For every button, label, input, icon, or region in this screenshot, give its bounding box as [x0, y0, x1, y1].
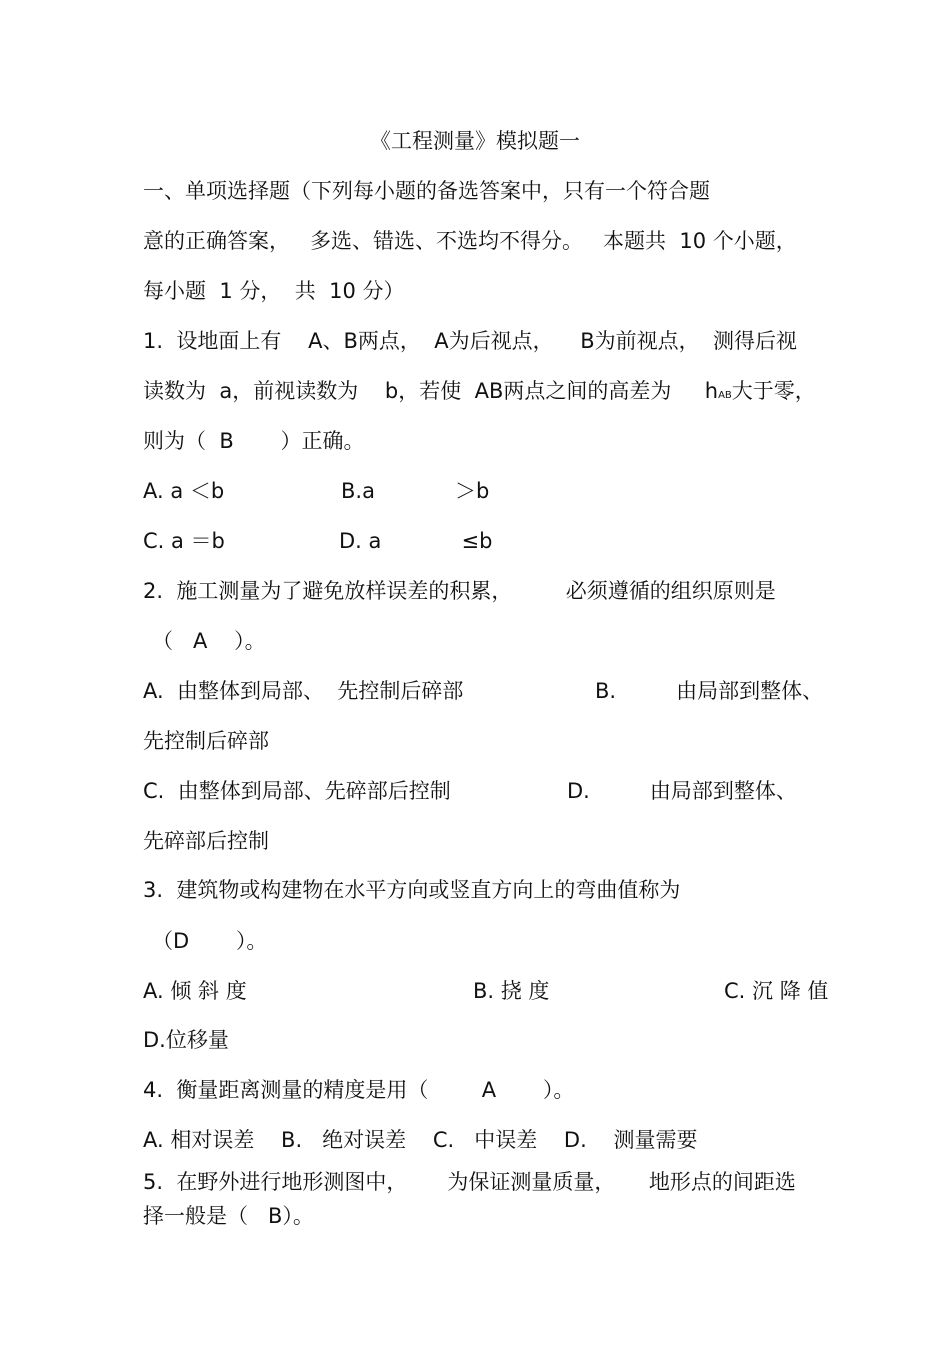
q3-option-d: D.位移量 — [143, 1028, 229, 1052]
q3-option-a: A. 倾 斜 度 — [143, 979, 247, 1003]
q2-option-b-cont: 先控制后碎部 — [143, 729, 269, 753]
q1-subscript: AB — [718, 390, 732, 401]
q2-line2: （ A ）。 — [152, 629, 266, 653]
section-heading-line1: 一、单项选择题（下列每小题的备选答案中，只有一个符合题 — [143, 179, 710, 203]
q1-line2-text: 读数为 a，前视读数为 b，若使 AB两点之间的高差为 h — [143, 379, 719, 403]
q4-line1: 4. 衡量距离测量的精度是用（ A ）。 — [143, 1078, 575, 1102]
q1-line1: 1. 设地面上有 A、B两点， A为后视点， B为前视点， 测得后视 — [143, 329, 798, 353]
q3-option-b: B. 挠 度 — [473, 979, 550, 1003]
q3-line1: 3. 建筑物或构建物在水平方向或竖直方向上的弯曲值称为 — [143, 878, 681, 902]
q1-option-c: C. a ＝b — [143, 529, 225, 553]
q1-option-d: D. a ≤b — [339, 529, 493, 553]
q1-option-a: A. a ＜b — [143, 479, 225, 503]
section-heading-line3: 每小题 1 分， 共 10 分） — [143, 279, 405, 303]
q2-option-a: A. 由整体到局部、 先控制后碎部 — [143, 679, 464, 703]
q1-line3: 则为（ B ）正确。 — [143, 429, 365, 453]
q1-option-b: B.a ＞b — [341, 479, 490, 503]
q4-options: A. 相对误差 B. 绝对误差 C. 中误差 D. 测量需要 — [143, 1128, 698, 1152]
section-heading-line2: 意的正确答案， 多选、错选、不选均不得分。 本题共 10 个小题， — [143, 229, 797, 253]
q1-line2-end: 大于零， — [731, 379, 816, 403]
q2-option-d: D. 由局部到整体、 — [567, 779, 797, 803]
q5-line2: 择一般是（ B）。 — [143, 1204, 314, 1228]
q2-option-c: C. 由整体到局部、先碎部后控制 — [143, 779, 451, 803]
q1-line2 — [143, 377, 816, 410]
q3-line2: （D ）。 — [152, 929, 268, 953]
q3-option-c: C. 沉 降 值 — [724, 979, 829, 1003]
page-title: 《工程测量》模拟题一 — [370, 129, 580, 153]
q2-option-d-cont: 先碎部后控制 — [143, 829, 269, 853]
q2-line1: 2. 施工测量为了避免放样误差的积累， 必须遵循的组织原则是 — [143, 579, 776, 603]
q5-line1: 5. 在野外进行地形测图中， 为保证测量质量， 地形点的间距选 — [143, 1170, 796, 1194]
q2-option-b: B. 由局部到整体、 — [595, 679, 824, 703]
